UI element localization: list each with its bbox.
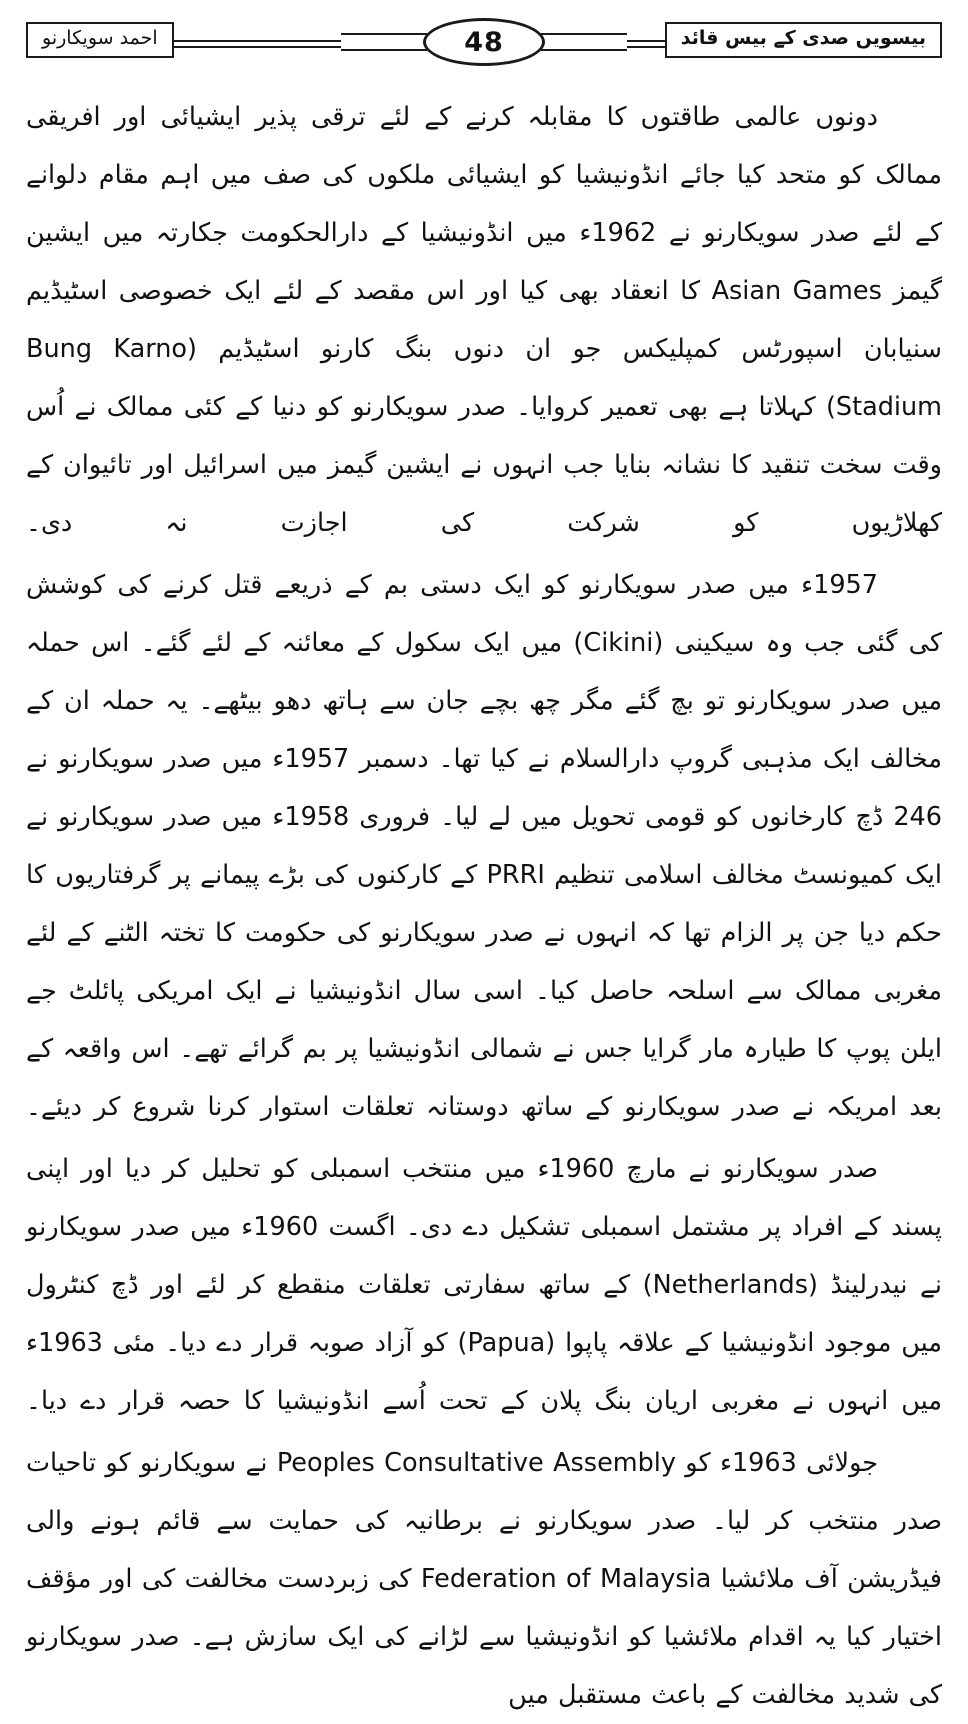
paragraph-1 bbox=[26, 88, 942, 552]
paragraph-4-text: جولائی 1963ء کو Peoples Consultative Assembly نے سویکارنو کو تاحیات صدر منتخب کر لیا۔ صدر سویکارنو نے برطانیہ کی حمایت سے قائم ہونے والی فیڈریشن آف ملائشیا Federation of Malaysia کی زبردست مخالفت کی اور مؤقف اختیار کیا یہ اقدام ملائشیا کو انڈونیشیا سے لڑانے کی ایک سازش ہے۔ صدر سویکارنو کی شدید مخالفت کے باعث مستقبل میں bbox=[26, 1448, 942, 1710]
page-number-wing-left bbox=[541, 33, 627, 51]
book-title: بیسویں صدی کے بیس قائد bbox=[665, 22, 942, 58]
paragraph-3 bbox=[26, 1140, 942, 1430]
page-number-ornament bbox=[341, 18, 627, 66]
page-header bbox=[26, 10, 942, 72]
page-number: 48 bbox=[423, 18, 545, 66]
chapter-title: احمد سویکارنو bbox=[26, 22, 174, 58]
page-number-wing-right bbox=[341, 33, 427, 51]
paragraph-2 bbox=[26, 556, 942, 1136]
paragraph-2-text: 1957ء میں صدر سویکارنو کو ایک دستی بم کے ذریعے قتل کرنے کی کوشش کی گئی جب وہ سیکینی (Cikini) میں ایک سکول کے معائنہ کے لئے گئے۔ اس حملہ میں صدر سویکارنو تو بچ گئے مگر چھ بچے جان سے ہاتھ دھو بیٹھے۔ یہ حملہ ان کے مخالف ایک مذہبی گروپ دارالسلام نے کیا تھا۔ دسمبر 1957ء میں صدر سویکارنو نے 246 ڈچ کارخانوں کو قومی تحویل میں لے لیا۔ فروری 1958ء میں صدر سویکارنو نے ایک کمیونسٹ مخالف اسلامی تنظیم PRRI کے کارکنوں کی بڑے پیمانے پر گرفتاریوں کا حکم دیا جن پر الزام تھا کہ انہوں نے صدر سویکارنو کی حکومت کا تختہ الٹنے کے لئے مغربی ممالک سے اسلحہ حاصل کیا۔ اسی سال انڈونیشیا نے ایک امریکی پائلٹ جے ایلن پوپ کا طیارہ مار گرایا جس نے شمالی انڈونیشیا پر بم گرائے تھے۔ اس واقعہ کے بعد امریکہ نے صدر سویکارنو کے ساتھ دوستانہ تعلقات استوار کرنا شروع کر دیئے۔ bbox=[26, 570, 942, 1122]
paragraph-1-text: دونوں عالمی طاقتوں کا مقابلہ کرنے کے لئے ترقی پذیر ایشیائی اور افریقی ممالک کو متحد کیا جائے انڈونیشیا کو ایشیائی ملکوں کی صف میں اہم مقام دلوانے کے لئے صدر سویکارنو نے 1962ء میں انڈونیشیا کے دارالحکومت جکارتہ میں ایشین گیمز Asian Games کا انعقاد بھی کیا اور اس مقصد کے لئے ایک خصوصی اسٹیڈیم سنیابان اسپورٹس کمپلیکس جو ان دنوں بنگ کارنو اسٹیڈیم (Bung Karno Stadium) کہلاتا ہے بھی تعمیر کروایا۔ صدر سویکارنو کو دنیا کے کئی ممالک نے اُس وقت سخت تنقید کا نشانہ بنایا جب انہوں نے ایشین گیمز میں اسرائیل اور تائیوان کے کھلاڑیوں کو شرکت کی اجازت نہ دی۔ bbox=[26, 102, 942, 538]
paragraph-3-text: صدر سویکارنو نے مارچ 1960ء میں منتخب اسمبلی کو تحلیل کر دیا اور اپنی پسند کے افراد پر مشتمل اسمبلی تشکیل دے دی۔ اگست 1960ء میں صدر سویکارنو نے نیدرلینڈ (Netherlands) کے ساتھ سفارتی تعلقات منقطع کر لئے اور ڈچ کنٹرول میں موجود انڈونیشیا کے علاقہ پاپوا (Papua) کو آزاد صوبہ قرار دے دیا۔ مئی 1963ء میں انہوں نے مغربی اریان بنگ پلان کے تحت اُسے انڈونیشیا کا حصہ قرار دے دیا۔ bbox=[26, 1154, 943, 1416]
page-body bbox=[26, 88, 942, 1724]
paragraph-4 bbox=[26, 1434, 942, 1724]
